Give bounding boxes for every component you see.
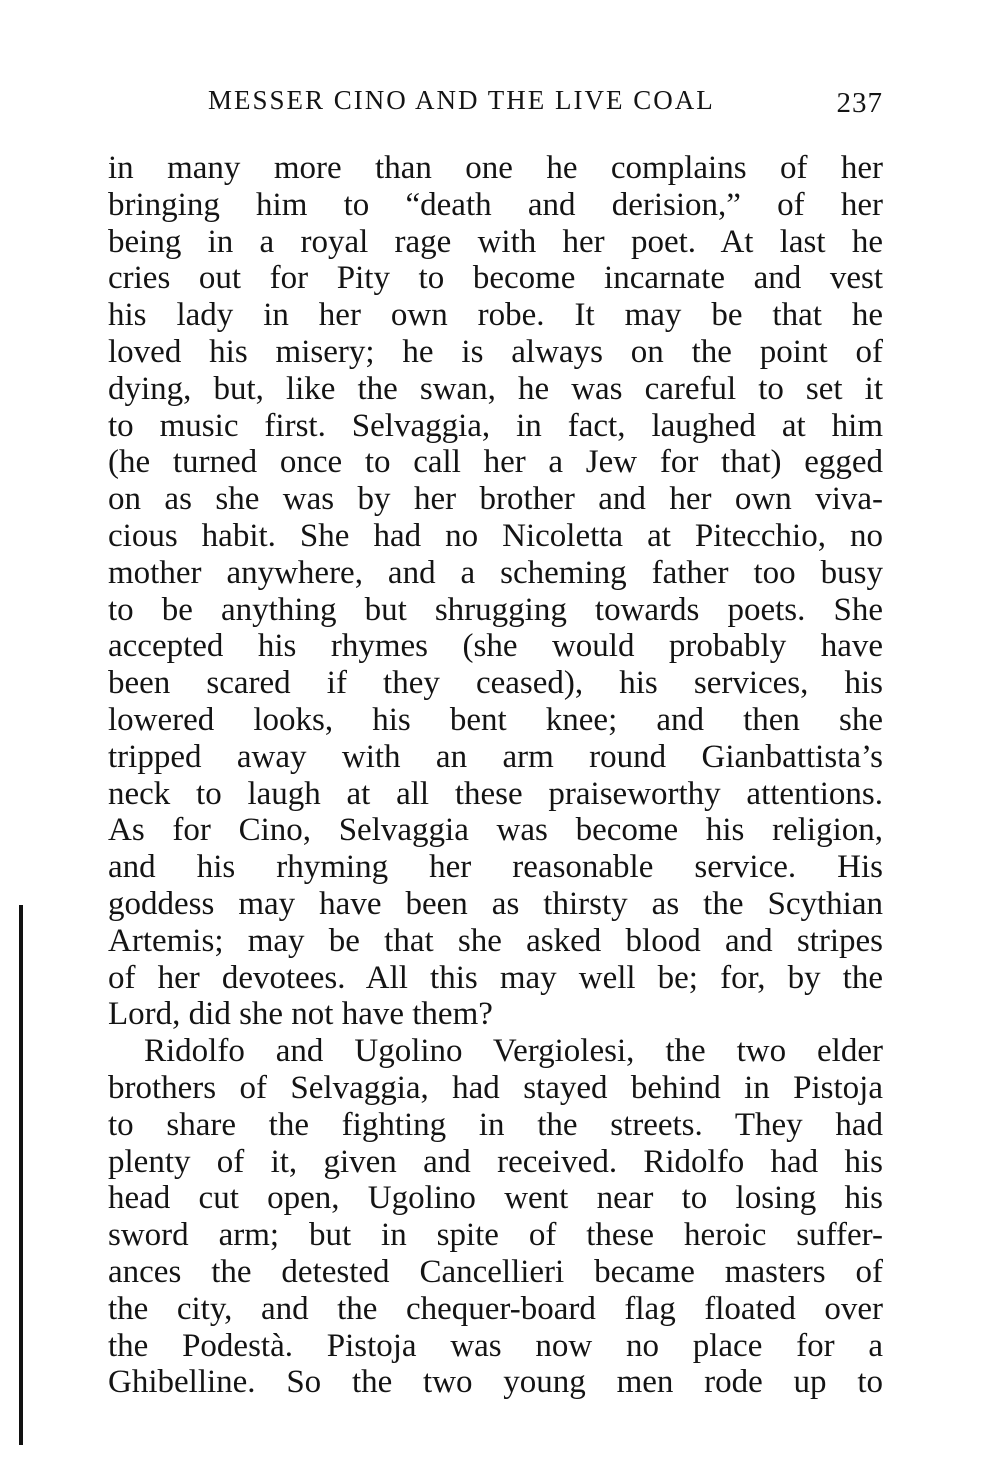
text-line: mother anywhere, and a scheming father too busy	[108, 554, 883, 591]
text-line: of her devotees. All this may well be; for, by the	[108, 959, 883, 996]
text-line: tripped away with an arm round Gianbattista’s	[108, 738, 883, 775]
text-line: neck to laugh at all these praiseworthy attentions.	[108, 775, 883, 812]
text-line: As for Cino, Selvaggia was become his religion,	[108, 812, 883, 849]
text-line: Artemis; may be that she asked blood and stripes	[108, 922, 883, 959]
text-line: plenty of it, given and received. Ridolfo had his	[108, 1143, 883, 1180]
text-line: lowered looks, his bent knee; and then she	[108, 701, 883, 738]
text-line: in many more than one he complains of her	[108, 150, 883, 186]
text-line: to share the fighting in the streets. They had	[108, 1106, 883, 1143]
text-line: brothers of Selvaggia, had stayed behind in Pistoja	[108, 1069, 883, 1106]
text-line: his lady in her own robe. It may be that he	[108, 297, 883, 334]
text-line: goddess may have been as thirsty as the Scythian	[108, 885, 883, 922]
text-line: head cut open, Ugolino went near to losing his	[108, 1180, 883, 1217]
scan-margin-edge	[19, 905, 23, 1445]
text-line: bringing him to “death and derision,” of her	[108, 186, 883, 223]
running-title: MESSER CINO AND THE LIVE COAL	[208, 85, 715, 115]
text-line: accepted his rhymes (she would probably have	[108, 628, 883, 665]
text-line: Ghibelline. So the two young men rode up to	[108, 1364, 883, 1401]
text-line: dying, but, like the swan, he was careful to set it	[108, 370, 883, 407]
text-line: (he turned once to call her a Jew for that) egged	[108, 444, 883, 481]
running-head	[108, 80, 883, 120]
page-number: 237	[836, 87, 883, 119]
text-line: been scared if they ceased), his services, his	[108, 665, 883, 702]
text-line: on as she was by her brother and her own viva-	[108, 481, 883, 518]
text-line: cious habit. She had no Nicoletta at Pitecchio, no	[108, 517, 883, 554]
text-line: the Podestà. Pistoja was now no place for a	[108, 1327, 883, 1364]
text-line: the city, and the chequer-board flag floated over	[108, 1290, 883, 1327]
text-line: ances the detested Cancellieri became masters of	[108, 1253, 883, 1290]
text-line: and his rhyming her reasonable service. His	[108, 849, 883, 886]
text-line: to be anything but shrugging towards poets. She	[108, 591, 883, 628]
text-line: loved his misery; he is always on the point of	[108, 333, 883, 370]
text-line: to music first. Selvaggia, in fact, laughed at him	[108, 407, 883, 444]
text-line: sword arm; but in spite of these heroic suffer-	[108, 1217, 883, 1254]
text-line: cries out for Pity to become incarnate and vest	[108, 260, 883, 297]
body-text	[108, 150, 883, 1401]
text-line: being in a royal rage with her poet. At last he	[108, 223, 883, 260]
paragraph-last-line: Lord, did she not have them?	[108, 996, 493, 1033]
paragraph-first-line: Ridolfo and Ugolino Vergiolesi, the two elder	[144, 1033, 883, 1070]
